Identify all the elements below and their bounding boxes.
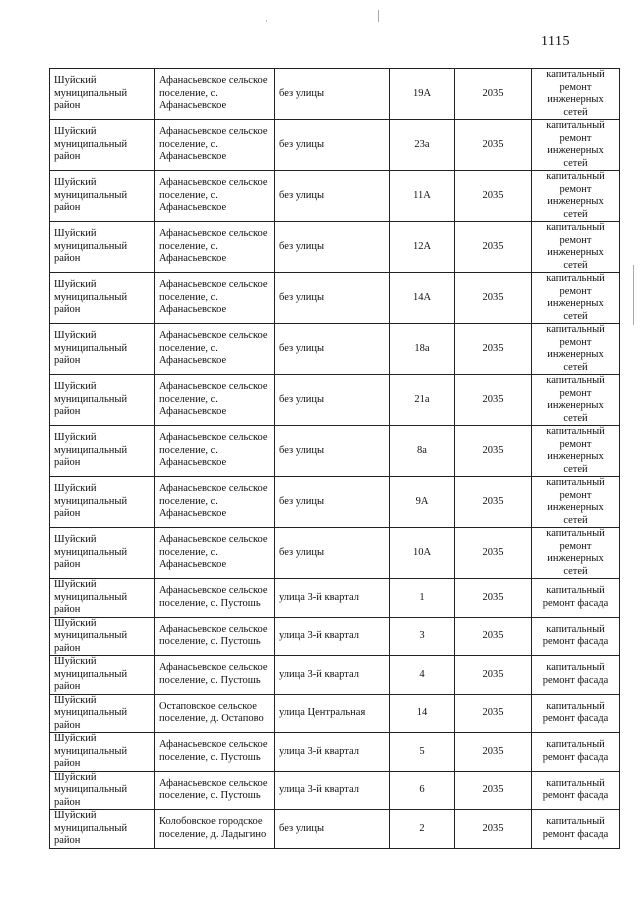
house-number-cell: 6 — [390, 771, 455, 810]
table-row — [50, 579, 620, 618]
table-row — [50, 120, 620, 171]
table-body — [50, 69, 620, 849]
street-cell: улица 3-й квартал — [275, 617, 390, 656]
year-cell: 2035 — [455, 733, 532, 772]
house-number-cell: 3 — [390, 617, 455, 656]
table-row — [50, 222, 620, 273]
settlement-cell: Афанасьевское сельское поселение, с. Афанасьевское — [155, 426, 275, 477]
district-cell: Шуйский муниципальный район — [50, 222, 155, 273]
scan-edge-line — [378, 10, 379, 22]
street-cell: без улицы — [275, 477, 390, 528]
work-type-cell: капитальный ремонт фасада — [532, 733, 620, 772]
scan-edge-line — [633, 265, 634, 325]
table-row — [50, 528, 620, 579]
house-number-cell: 21а — [390, 375, 455, 426]
settlement-cell: Афанасьевское сельское поселение, с. Афанасьевское — [155, 273, 275, 324]
year-cell: 2035 — [455, 69, 532, 120]
house-number-cell: 1 — [390, 579, 455, 618]
table-row — [50, 426, 620, 477]
work-type-cell: капитальный ремонт инженерных сетей — [532, 375, 620, 426]
settlement-cell: Афанасьевское сельское поселение, с. Афанасьевское — [155, 477, 275, 528]
table-row — [50, 477, 620, 528]
table-row — [50, 273, 620, 324]
year-cell: 2035 — [455, 477, 532, 528]
street-cell: без улицы — [275, 222, 390, 273]
settlement-cell: Афанасьевское сельское поселение, с. Афанасьевское — [155, 528, 275, 579]
year-cell: 2035 — [455, 771, 532, 810]
district-cell: Шуйский муниципальный район — [50, 528, 155, 579]
house-number-cell: 9А — [390, 477, 455, 528]
house-number-cell: 11А — [390, 171, 455, 222]
work-type-cell: капитальный ремонт инженерных сетей — [532, 426, 620, 477]
work-type-cell: капитальный ремонт инженерных сетей — [532, 528, 620, 579]
table-row — [50, 617, 620, 656]
table-row — [50, 656, 620, 695]
table-row — [50, 324, 620, 375]
district-cell: Шуйский муниципальный район — [50, 477, 155, 528]
house-number-cell: 8а — [390, 426, 455, 477]
settlement-cell: Колобовское городское поселение, д. Ладыгино — [155, 810, 275, 849]
year-cell: 2035 — [455, 694, 532, 733]
work-type-cell: капитальный ремонт инженерных сетей — [532, 120, 620, 171]
table-row — [50, 771, 620, 810]
work-type-cell: капитальный ремонт фасада — [532, 694, 620, 733]
settlement-cell: Афанасьевское сельское поселение, с. Афанасьевское — [155, 120, 275, 171]
work-type-cell: капитальный ремонт фасада — [532, 656, 620, 695]
street-cell: без улицы — [275, 324, 390, 375]
table-row — [50, 733, 620, 772]
house-number-cell: 23а — [390, 120, 455, 171]
street-cell: улица 3-й квартал — [275, 656, 390, 695]
street-cell: улица 3-й квартал — [275, 733, 390, 772]
year-cell: 2035 — [455, 528, 532, 579]
street-cell: без улицы — [275, 810, 390, 849]
records-table — [49, 68, 620, 849]
house-number-cell: 14 — [390, 694, 455, 733]
work-type-cell: капитальный ремонт инженерных сетей — [532, 273, 620, 324]
street-cell: без улицы — [275, 273, 390, 324]
street-cell: без улицы — [275, 528, 390, 579]
year-cell: 2035 — [455, 579, 532, 618]
work-type-cell: капитальный ремонт фасада — [532, 810, 620, 849]
street-cell: без улицы — [275, 426, 390, 477]
settlement-cell: Афанасьевское сельское поселение, с. Пустошь — [155, 579, 275, 618]
year-cell: 2035 — [455, 222, 532, 273]
settlement-cell: Афанасьевское сельское поселение, с. Пустошь — [155, 733, 275, 772]
table-row — [50, 171, 620, 222]
district-cell: Шуйский муниципальный район — [50, 656, 155, 695]
year-cell: 2035 — [455, 171, 532, 222]
work-type-cell: капитальный ремонт инженерных сетей — [532, 477, 620, 528]
table-row — [50, 810, 620, 849]
district-cell: Шуйский муниципальный район — [50, 694, 155, 733]
settlement-cell: Афанасьевское сельское поселение, с. Афанасьевское — [155, 171, 275, 222]
work-type-cell: капитальный ремонт инженерных сетей — [532, 324, 620, 375]
settlement-cell: Афанасьевское сельское поселение, с. Пустошь — [155, 656, 275, 695]
district-cell: Шуйский муниципальный район — [50, 617, 155, 656]
year-cell: 2035 — [455, 810, 532, 849]
year-cell: 2035 — [455, 273, 532, 324]
district-cell: Шуйский муниципальный район — [50, 324, 155, 375]
year-cell: 2035 — [455, 617, 532, 656]
scan-speck: · — [265, 16, 268, 26]
street-cell: улица Центральная — [275, 694, 390, 733]
settlement-cell: Афанасьевское сельское поселение, с. Афанасьевское — [155, 222, 275, 273]
house-number-cell: 5 — [390, 733, 455, 772]
settlement-cell: Афанасьевское сельское поселение, с. Афанасьевское — [155, 69, 275, 120]
street-cell: без улицы — [275, 69, 390, 120]
table-row — [50, 375, 620, 426]
settlement-cell: Афанасьевское сельское поселение, с. Афанасьевское — [155, 375, 275, 426]
page-number: 1115 — [541, 34, 570, 49]
street-cell: улица 3-й квартал — [275, 771, 390, 810]
year-cell: 2035 — [455, 375, 532, 426]
house-number-cell: 12А — [390, 222, 455, 273]
work-type-cell: капитальный ремонт фасада — [532, 617, 620, 656]
district-cell: Шуйский муниципальный район — [50, 171, 155, 222]
table-row — [50, 694, 620, 733]
settlement-cell: Афанасьевское сельское поселение, с. Пустошь — [155, 771, 275, 810]
district-cell: Шуйский муниципальный район — [50, 273, 155, 324]
district-cell: Шуйский муниципальный район — [50, 579, 155, 618]
house-number-cell: 14А — [390, 273, 455, 324]
year-cell: 2035 — [455, 656, 532, 695]
settlement-cell: Афанасьевское сельское поселение, с. Пустошь — [155, 617, 275, 656]
house-number-cell: 4 — [390, 656, 455, 695]
work-type-cell: капитальный ремонт инженерных сетей — [532, 171, 620, 222]
district-cell: Шуйский муниципальный район — [50, 120, 155, 171]
house-number-cell: 2 — [390, 810, 455, 849]
district-cell: Шуйский муниципальный район — [50, 771, 155, 810]
house-number-cell: 10А — [390, 528, 455, 579]
street-cell: без улицы — [275, 120, 390, 171]
house-number-cell: 18а — [390, 324, 455, 375]
work-type-cell: капитальный ремонт инженерных сетей — [532, 69, 620, 120]
year-cell: 2035 — [455, 426, 532, 477]
work-type-cell: капитальный ремонт фасада — [532, 579, 620, 618]
year-cell: 2035 — [455, 120, 532, 171]
table-row — [50, 69, 620, 120]
settlement-cell: Афанасьевское сельское поселение, с. Афанасьевское — [155, 324, 275, 375]
street-cell: без улицы — [275, 171, 390, 222]
district-cell: Шуйский муниципальный район — [50, 375, 155, 426]
district-cell: Шуйский муниципальный район — [50, 426, 155, 477]
work-type-cell: капитальный ремонт фасада — [532, 771, 620, 810]
settlement-cell: Остаповское сельское поселение, д. Остапово — [155, 694, 275, 733]
district-cell: Шуйский муниципальный район — [50, 69, 155, 120]
district-cell: Шуйский муниципальный район — [50, 810, 155, 849]
year-cell: 2035 — [455, 324, 532, 375]
district-cell: Шуйский муниципальный район — [50, 733, 155, 772]
street-cell: без улицы — [275, 375, 390, 426]
house-number-cell: 19А — [390, 69, 455, 120]
street-cell: улица 3-й квартал — [275, 579, 390, 618]
work-type-cell: капитальный ремонт инженерных сетей — [532, 222, 620, 273]
